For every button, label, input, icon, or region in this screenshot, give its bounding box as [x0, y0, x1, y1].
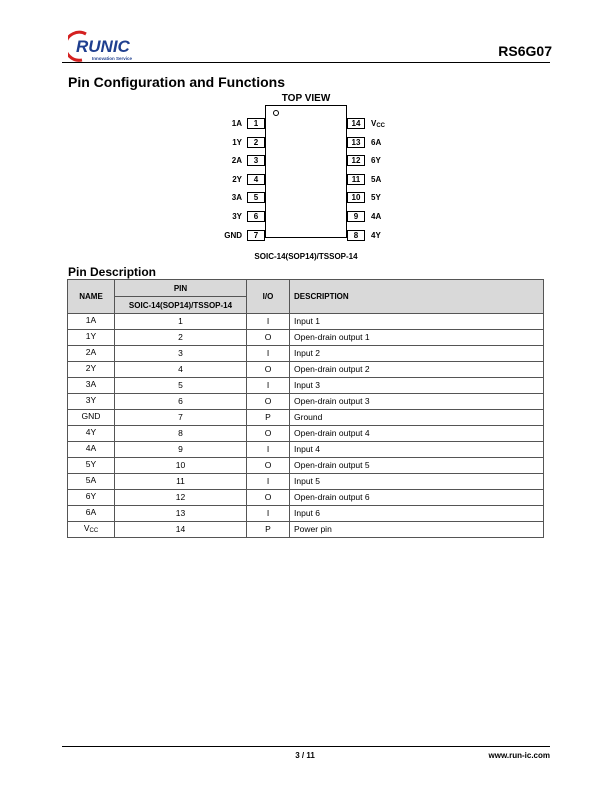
cell-description: Open-drain output 4 [290, 426, 544, 442]
cell-io: I [247, 314, 290, 330]
cell-description: Open-drain output 1 [290, 330, 544, 346]
cell-io: O [247, 330, 290, 346]
pin-name-left: 3Y [232, 212, 242, 221]
cell-description: Input 4 [290, 442, 544, 458]
cell-pin-number: 12 [115, 490, 247, 506]
pin-description-title: Pin Description [68, 265, 157, 279]
cell-pin-number: 3 [115, 346, 247, 362]
pin-name-right [371, 137, 381, 150]
cell-pin-name [68, 490, 115, 506]
footer-divider [62, 746, 550, 747]
cell-description: Open-drain output 6 [290, 490, 544, 506]
cell-pin-name [68, 314, 115, 330]
page-number: 3 / 11 [295, 751, 315, 760]
pin-name-main: 4A [371, 212, 382, 221]
cell-pin-number: 6 [115, 394, 247, 410]
table-row [68, 426, 544, 442]
cell-pin-number: 8 [115, 426, 247, 442]
cell-description: Input 1 [290, 314, 544, 330]
cell-description: Power pin [290, 522, 544, 538]
pin-name-main: 1A [85, 315, 97, 325]
pin-number-right: 12 [347, 155, 365, 166]
pin-name-main: 4Y [85, 427, 97, 437]
cell-pin-number: 5 [115, 378, 247, 394]
cell-io: P [247, 522, 290, 538]
pin-table-body [68, 314, 544, 538]
col-header-package: SOIC-14(SOP14)/TSSOP-14 [115, 297, 247, 314]
pin-name-main: 2Y [85, 363, 97, 373]
pin-name-right [371, 174, 381, 187]
cell-pin-name [68, 378, 115, 394]
pin-number-left: 3 [247, 155, 265, 166]
chip-body [265, 105, 347, 238]
table-row [68, 330, 544, 346]
cell-io: I [247, 442, 290, 458]
pin-name-main: 5Y [85, 459, 97, 469]
logo-wordmark: RUNIC [76, 37, 130, 56]
table-row [68, 410, 544, 426]
cell-pin-name [68, 346, 115, 362]
cell-description: Input 6 [290, 506, 544, 522]
pin-name-subscript: CC [376, 123, 386, 129]
cell-io: I [247, 474, 290, 490]
pin-name-main: 5A [371, 174, 382, 184]
pin-number-left: 2 [247, 137, 265, 148]
pin-name-main: 6Y [371, 156, 381, 166]
col-header-io: I/O [247, 280, 290, 314]
package-label: SOIC-14(SOP14)/TSSOP-14 [254, 252, 358, 261]
table-row [68, 522, 544, 538]
cell-io: O [247, 362, 290, 378]
cell-pin-name [68, 410, 115, 426]
cell-pin-name [68, 426, 115, 442]
pin-name-main: 6Y [85, 491, 97, 501]
cell-pin-name [68, 442, 115, 458]
table-row [68, 474, 544, 490]
pin-name-right [371, 211, 381, 224]
col-header-name: NAME [68, 280, 115, 314]
pin-name-main: 5A [85, 475, 97, 485]
pin-name-main: GND [81, 411, 101, 421]
cell-pin-number: 13 [115, 506, 247, 522]
table-row [68, 314, 544, 330]
pin-number-right: 11 [347, 174, 365, 185]
table-row [68, 362, 544, 378]
pin-name-right [371, 230, 381, 243]
cell-io: O [247, 458, 290, 474]
cell-io: P [247, 410, 290, 426]
pin-description-table [67, 279, 544, 538]
top-view-label: TOP VIEW [281, 93, 331, 104]
cell-io: I [247, 378, 290, 394]
pin-name-subscript: CC [89, 528, 99, 534]
cell-io: O [247, 426, 290, 442]
cell-pin-number: 4 [115, 362, 247, 378]
pin-name-main: 6A [371, 137, 382, 147]
cell-io: O [247, 394, 290, 410]
table-row [68, 394, 544, 410]
pin-number-right: 9 [347, 211, 365, 222]
footer-url: www.run-ic.com [488, 751, 550, 760]
pin-name-main: 5Y [371, 193, 381, 203]
pin-name-left: GND [224, 230, 242, 240]
col-header-description: DESCRIPTION [290, 280, 544, 314]
pin-name-left: 2A [231, 156, 242, 166]
pin-name-left: 1A [231, 119, 242, 128]
pin-number-right: 14 [347, 118, 365, 129]
header-divider [62, 62, 550, 63]
cell-io: I [247, 506, 290, 522]
cell-pin-number: 2 [115, 330, 247, 346]
pin-name-main: 6A [85, 507, 97, 517]
col-header-pin: PIN [115, 280, 247, 297]
cell-pin-name [68, 458, 115, 474]
pin-name-main: 2A [85, 347, 97, 357]
document-code: RS6G07 [498, 43, 552, 59]
pin-name-main: 3Y [85, 395, 97, 405]
pin-number-left: 5 [247, 192, 265, 203]
cell-pin-name [68, 394, 115, 410]
cell-pin-number: 10 [115, 458, 247, 474]
cell-io: I [247, 346, 290, 362]
pin-name-main: V [371, 119, 377, 128]
pin-number-right: 8 [347, 230, 365, 241]
cell-pin-name [68, 506, 115, 522]
logo-tagline: Innovation Service [92, 56, 133, 61]
pin-number-right: 13 [347, 137, 365, 148]
pin-name-left: 2Y [232, 174, 242, 184]
cell-description: Open-drain output 3 [290, 394, 544, 410]
pin-name-main: 4A [85, 443, 97, 453]
cell-description: Input 5 [290, 474, 544, 490]
cell-pin-number: 14 [115, 522, 247, 538]
pin-name-left: 3A [231, 193, 242, 203]
table-row [68, 506, 544, 522]
pin-name-main: V [83, 523, 90, 533]
pin-number-left: 6 [247, 211, 265, 222]
pin-number-left: 7 [247, 230, 265, 241]
cell-description: Input 2 [290, 346, 544, 362]
cell-pin-number: 1 [115, 314, 247, 330]
cell-pin-number: 9 [115, 442, 247, 458]
table-row [68, 378, 544, 394]
pin1-marker-icon [273, 110, 279, 116]
pin-number-left: 4 [247, 174, 265, 185]
table-row [68, 346, 544, 362]
cell-pin-name [68, 362, 115, 378]
company-logo [68, 30, 140, 64]
pin-name-main: 1Y [85, 331, 97, 341]
cell-pin-name [68, 330, 115, 346]
pin-number-right: 10 [347, 192, 365, 203]
pin-name-right [371, 155, 381, 168]
pin-name-main: 4Y [371, 230, 381, 240]
cell-io: O [247, 490, 290, 506]
section-title: Pin Configuration and Functions [68, 74, 285, 90]
cell-description: Input 3 [290, 378, 544, 394]
pin-name-main: 3A [85, 379, 97, 389]
cell-pin-number: 11 [115, 474, 247, 490]
cell-description: Open-drain output 2 [290, 362, 544, 378]
pin-name-right [371, 118, 385, 131]
cell-description: Ground [290, 410, 544, 426]
pin-name-left: 1Y [232, 137, 242, 147]
table-row [68, 442, 544, 458]
pin-name-right [371, 192, 381, 205]
cell-pin-number: 7 [115, 410, 247, 426]
pinout-diagram [200, 88, 420, 268]
table-row [68, 490, 544, 506]
pin-number-left: 1 [247, 118, 265, 129]
cell-description: Open-drain output 5 [290, 458, 544, 474]
cell-pin-name [68, 522, 115, 538]
cell-pin-name [68, 474, 115, 490]
table-row [68, 458, 544, 474]
